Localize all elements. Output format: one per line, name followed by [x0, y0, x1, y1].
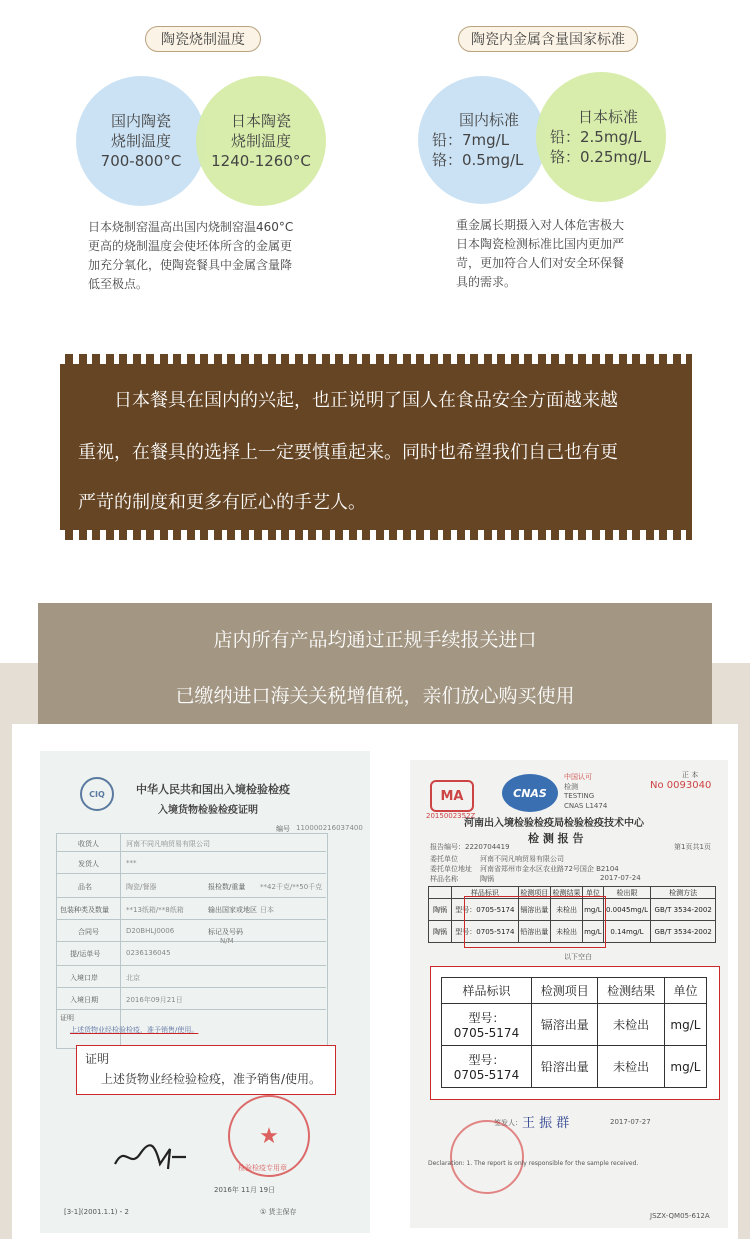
- table-row: [442, 1046, 707, 1088]
- table-cell: [442, 1004, 532, 1046]
- ciq-seal-icon: CIQ: [80, 777, 114, 811]
- circle-line: 铅：7mg/L: [432, 131, 510, 149]
- table-cell: 单位: [664, 978, 706, 1004]
- japan-standard-circle: [536, 72, 666, 202]
- blank-note: 以下空白: [564, 953, 592, 961]
- circle-line: 烧制温度: [110, 132, 171, 150]
- copy-number: No 0093040: [650, 780, 712, 791]
- form-value: 陶瓷/餐器: [126, 883, 157, 891]
- form-label: 包装种类及数量: [60, 906, 109, 914]
- zoom-results-box: [430, 966, 720, 1100]
- small-table-highlight: [464, 896, 606, 948]
- footer-code: JSZX-QM05-612A: [650, 1212, 710, 1220]
- brush-edge-top: [46, 346, 706, 364]
- table-cell: 型号：0705-5174: [452, 899, 519, 921]
- table-cell: 未检出: [598, 1046, 664, 1088]
- form-divider: [56, 897, 326, 898]
- table-cell: 检测结果: [598, 978, 664, 1004]
- para-line: 更高的烧制温度会使坯体所含的金属更: [88, 239, 293, 253]
- table-cell: [442, 1046, 532, 1088]
- form-divider: [56, 941, 326, 942]
- table-cell: 0.14mg/L: [603, 921, 651, 943]
- cert-date: 2016年 11月 19日: [214, 1186, 276, 1194]
- table-cell: 陶锅: [429, 899, 452, 921]
- test-report: [410, 760, 728, 1228]
- circle-line: 铅：2.5mg/L: [550, 128, 642, 146]
- domestic-standard-circle: [418, 76, 546, 204]
- table-cell: 未检出: [598, 1004, 664, 1046]
- mark-line: 0705-5174: [453, 1026, 520, 1040]
- form-value: 北京: [126, 974, 140, 982]
- sample-label: 样品名称: [430, 875, 458, 883]
- para-line: 低至极点。: [88, 277, 149, 291]
- table-cell: 检测项目: [518, 887, 550, 899]
- signature: [110, 1139, 190, 1173]
- banner-line-1: 店内所有产品均通过正规手续报关进口: [213, 629, 537, 651]
- table-cell: GB/T 3534-2002: [651, 899, 716, 921]
- para-line: 日本烧制窑温高出国内烧制窑温460°C: [88, 220, 294, 234]
- unit-label: 委托单位: [430, 855, 458, 863]
- table-cell: mg/L: [583, 899, 604, 921]
- form-divider: [56, 873, 326, 874]
- declaration: Declaration: 1. The report is only responsible for the sample received.: [428, 1160, 639, 1167]
- form-divider: [56, 965, 326, 966]
- circle-line: 烧制温度: [230, 132, 291, 150]
- center-title: 河南出入境检验检疫局检验检疫技术中心: [464, 818, 644, 829]
- table-cell: mg/L: [583, 921, 604, 943]
- footer-right: ① 货主保存: [260, 1208, 297, 1216]
- ma-logo: MA: [430, 780, 474, 812]
- circle-line: 1240-1260°C: [211, 152, 311, 170]
- form-divider: [56, 851, 326, 852]
- table-cell: 样品标识: [452, 887, 519, 899]
- report-stamp: [450, 1120, 524, 1194]
- form-label: 入境日期: [70, 996, 98, 1004]
- para-line: 日本陶瓷检测标准比国内更加严: [456, 237, 625, 251]
- mark-line: 型号：: [468, 1053, 505, 1067]
- cert-title-2: 入境货物检验检疫证明: [158, 805, 258, 816]
- table-cell: 单位: [583, 887, 604, 899]
- table-cell: 型号：0705-5174: [452, 921, 519, 943]
- date-received: 2017-07-24: [600, 874, 641, 882]
- zoom-title: 证明: [85, 1052, 110, 1066]
- domestic-firing-temp-circle: [76, 76, 206, 206]
- japan-tableware-message-block: [60, 354, 692, 540]
- form-value: 河南不同凡响贸易有限公司: [126, 840, 210, 848]
- message-line: 严苛的制度和更多有匠心的手艺人。: [78, 492, 366, 513]
- table-cell: 陶锅: [429, 921, 452, 943]
- ma-code: 2015002352Z: [426, 812, 476, 820]
- japan-firing-temp-circle: [196, 76, 326, 206]
- mid-label: 报检数/重量: [208, 883, 246, 891]
- table-cell: 未检出: [550, 921, 582, 943]
- cert-form-divider: [120, 833, 121, 1047]
- sign-date: 2017-07-27: [610, 1118, 651, 1126]
- cnas-logo: CNAS: [502, 774, 558, 812]
- mid-value: 日本: [260, 906, 274, 914]
- form-label: 发货人: [78, 860, 99, 868]
- mark-line: 0705-5174: [453, 1068, 520, 1082]
- form-label: 入境口岸: [70, 974, 98, 982]
- table-cell: [429, 887, 452, 899]
- table-header-row: [442, 978, 707, 1004]
- remark-label: 证明: [60, 1014, 74, 1022]
- cnas-en: TESTING: [564, 792, 595, 800]
- circle-line: 铬：0.5mg/L: [432, 151, 524, 169]
- unit-value: 河南不同凡响贸易有限公司: [480, 855, 564, 863]
- table-cell: GB/T 3534-2002: [651, 921, 716, 943]
- report-no: 报告编号：2220704419: [430, 843, 510, 851]
- form-divider: [56, 919, 326, 920]
- cert-no-value: 110000216037400: [296, 824, 363, 832]
- ceramic-firing-temp-pill: 陶瓷烧制温度: [145, 26, 261, 52]
- page-info: 第1页共1页: [674, 843, 711, 851]
- table-cell: 铅溶出量: [518, 921, 550, 943]
- circle-line: 铬：0.25mg/L: [550, 148, 651, 166]
- zoom-callout-box: [76, 1045, 336, 1095]
- form-label: 品名: [78, 883, 92, 891]
- addr-value: 河南省郑州市金水区农业路72号国企 B2104: [480, 865, 619, 873]
- table-cell: mg/L: [664, 1046, 706, 1088]
- circle-line: 700-800°C: [100, 152, 182, 170]
- stamp-text: 检验检疫专用章: [238, 1164, 287, 1172]
- metal-standard-description: [456, 216, 676, 292]
- circle-line: 国内陶瓷: [110, 112, 171, 130]
- form-divider: [56, 987, 326, 988]
- signer-name: 王 振 群: [522, 1116, 570, 1131]
- form-value: **13纸箱/**8纸箱: [126, 906, 184, 914]
- circle-line: 国内标准: [458, 111, 519, 129]
- table-row: [442, 1004, 707, 1046]
- form-label: 提/运单号: [70, 950, 101, 958]
- remark-text: 上述货物业经检验检疫，准予销售/使用。: [70, 1026, 199, 1034]
- form-value: 0236136045: [126, 949, 171, 957]
- inspection-certificate: [40, 751, 370, 1233]
- mid-value: **42千克/**50千克: [260, 883, 323, 891]
- brush-edge-bottom: [46, 530, 706, 548]
- table-cell: 铅溶出量: [532, 1046, 598, 1088]
- addr-label: 委托单位地址: [430, 865, 472, 873]
- sample-value: 陶锅: [480, 875, 494, 883]
- mid-label: 输出国家或地区: [208, 906, 257, 914]
- import-notice-banner: [38, 603, 712, 725]
- mark-line: 型号：: [468, 1011, 505, 1025]
- table-cell: 未检出: [550, 899, 582, 921]
- circle-line: 日本陶瓷: [230, 112, 291, 130]
- cnas-sub: 检测: [564, 783, 578, 791]
- message-line: 日本餐具在国内的兴起，也正说明了国人在食品安全方面越来越: [78, 390, 618, 411]
- table-cell: 镉溶出量: [518, 899, 550, 921]
- signer-label: 签发人：: [494, 1119, 522, 1127]
- form-label: 收货人: [78, 840, 99, 848]
- footer-left: [3-1](2001.1.1)・2: [64, 1208, 129, 1216]
- table-cell: 检测结果: [550, 887, 582, 899]
- message-line: 重视，在餐具的选择上一定要慎重起来。同时也希望我们自己也有更: [78, 442, 618, 463]
- cert-no-label: 编号: [276, 825, 290, 833]
- cnas-no: CNAS L1474: [564, 802, 608, 810]
- metal-standard-pill: 陶瓷内金属含量国家标准: [458, 26, 638, 52]
- cnas-top: 中国认可: [564, 773, 592, 781]
- circle-line: 日本标准: [577, 108, 638, 126]
- form-label: 合同号: [78, 928, 99, 936]
- mid-label: 标记及号码: [208, 928, 243, 936]
- table-cell: 检出限: [603, 887, 651, 899]
- form-divider: [56, 1009, 326, 1010]
- table-cell: 检测项目: [532, 978, 598, 1004]
- firing-temp-description: [88, 218, 348, 294]
- form-value: D20BHLJ0006: [126, 927, 175, 935]
- para-line: 苛，更加符合人们对安全环保餐: [456, 256, 625, 270]
- table-cell: 检测方法: [651, 887, 716, 899]
- form-value: 2016年09月21日: [126, 996, 183, 1004]
- para-line: 重金属长期摄入对人体危害极大: [456, 218, 625, 232]
- cert-title-1: 中华人民共和国出入境检验检疫: [136, 783, 290, 796]
- table-cell: 0.0045mg/L: [603, 899, 651, 921]
- table-cell: 镉溶出量: [532, 1004, 598, 1046]
- para-line: 加充分氧化，使陶瓷餐具中金属含量降: [88, 258, 293, 272]
- table-cell: mg/L: [664, 1004, 706, 1046]
- banner-line-2: 已缴纳进口海关关税增值税，亲们放心购买使用: [175, 685, 575, 707]
- copy-label: 正 本: [682, 771, 699, 779]
- zoom-text: 上述货物业经检验检疫，准予销售/使用。: [101, 1072, 322, 1086]
- stamp-star-icon: ★: [259, 1123, 279, 1149]
- para-line: 具的需求。: [456, 275, 517, 289]
- form-value: ***: [126, 859, 137, 867]
- zoom-results-table: [441, 977, 707, 1088]
- table-cell: 样品标识: [442, 978, 532, 1004]
- report-title: 检 测 报 告: [528, 832, 584, 845]
- mid-value: N/M: [220, 937, 234, 945]
